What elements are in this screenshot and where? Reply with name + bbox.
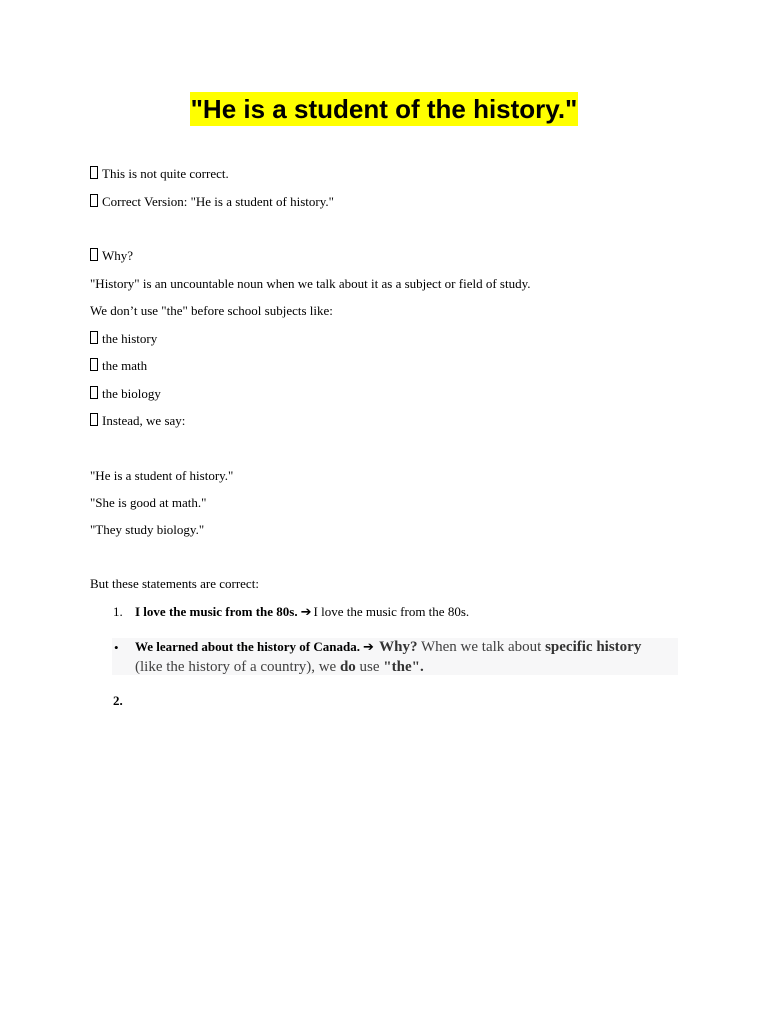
explanation-line bbox=[90, 275, 530, 293]
missing-glyph-icon bbox=[90, 413, 98, 426]
ordered-list-item bbox=[113, 603, 469, 622]
wrong-example-text: the math bbox=[102, 358, 148, 373]
explanation-text: "History" is an uncountable noun when we talk about it as a subject or field of study. bbox=[90, 276, 531, 291]
bullet-text-3: use bbox=[359, 659, 380, 675]
bullet-text-1: When we talk about bbox=[420, 639, 542, 655]
missing-glyph-icon bbox=[90, 331, 98, 344]
correct-example-text: "He is a student of history." bbox=[90, 468, 234, 483]
wrong-example-text: the history bbox=[102, 331, 158, 346]
bullet-text-2: (like the history of a country), we bbox=[135, 659, 337, 675]
arrow-right-icon: ➔ bbox=[362, 640, 374, 655]
correct-statements-intro-text: But these statements are correct: bbox=[90, 576, 259, 591]
missing-glyph-icon bbox=[90, 386, 98, 399]
correct-example-line bbox=[90, 494, 206, 512]
why-heading-line bbox=[90, 247, 133, 265]
title-container bbox=[0, 92, 768, 126]
bullet-period: . bbox=[419, 659, 424, 675]
bullet-item-text bbox=[135, 637, 655, 677]
not-correct-line bbox=[90, 165, 229, 183]
wrong-example-line bbox=[90, 330, 157, 348]
correct-version-text: Correct Version: "He is a student of history." bbox=[102, 194, 334, 209]
do-word: do bbox=[339, 659, 356, 675]
wrong-example-text: the biology bbox=[102, 386, 161, 401]
the-word: "the" bbox=[383, 659, 420, 675]
arrow-right-icon: ➔ bbox=[300, 605, 312, 620]
specific-history: specific history bbox=[545, 639, 642, 655]
wrong-example-line bbox=[90, 385, 161, 403]
list-number-2: 2. bbox=[113, 693, 123, 708]
instead-text: Instead, we say: bbox=[102, 413, 186, 428]
rule-line bbox=[90, 302, 333, 320]
missing-glyph-icon bbox=[90, 194, 98, 207]
rule-text: We don’t use "the" before school subjects like: bbox=[90, 303, 333, 318]
instead-line bbox=[90, 412, 185, 430]
wrong-example-line bbox=[90, 357, 147, 375]
correct-example-line bbox=[90, 521, 204, 539]
page-title: "He is a student of the history." bbox=[190, 94, 578, 124]
missing-glyph-icon bbox=[90, 166, 98, 179]
not-correct-text: This is not quite correct. bbox=[102, 166, 229, 181]
why-heading: Why? bbox=[102, 248, 134, 263]
statement-plain: I love the music from the 80s. bbox=[313, 604, 470, 619]
correct-version-line bbox=[90, 193, 334, 211]
why-label: Why? bbox=[379, 639, 418, 655]
missing-glyph-icon bbox=[90, 248, 98, 261]
missing-glyph-icon bbox=[90, 358, 98, 371]
correct-example-line bbox=[90, 467, 233, 485]
statement-bold: I love the music from the 80s. bbox=[135, 604, 298, 619]
correct-example-text: "She is good at math." bbox=[90, 495, 207, 510]
bullet-bold-statement: We learned about the history of Canada. bbox=[135, 639, 360, 654]
list-number: 1. bbox=[113, 604, 123, 619]
bullet-icon: • bbox=[114, 640, 119, 655]
correct-statements-intro bbox=[90, 575, 259, 593]
correct-example-text: "They study biology." bbox=[90, 522, 205, 537]
